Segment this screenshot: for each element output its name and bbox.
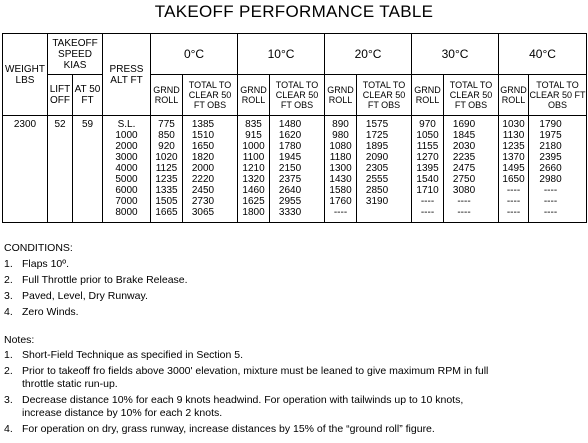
table-cell-value: 1100 (242, 152, 265, 163)
table-cell-value: ---- (457, 207, 471, 218)
table-cell-value: 1975 (539, 130, 562, 141)
table-cell-value: 2955 (278, 196, 302, 207)
table-cell-value: 1480 (278, 119, 302, 130)
table-cell-value: 1130 (502, 130, 525, 141)
table-cell-value: 920 (158, 141, 175, 152)
header-total-clear: TOTAL TO CLEAR 50 FT OBS (529, 75, 587, 116)
table-cell-value: 1625 (242, 196, 265, 207)
table-cell-value: 1650 (502, 174, 525, 185)
table-row (3, 116, 587, 223)
table-cell-value: 1020 (155, 152, 178, 163)
cell-20c-grnd-roll (325, 116, 357, 223)
cell-20c-total (357, 116, 412, 223)
table-cell-value: 1180 (329, 152, 352, 163)
table-cell-value: 2030 (452, 141, 476, 152)
table-cell-value: 2660 (539, 163, 562, 174)
table-cell-value: 2640 (278, 185, 302, 196)
table-cell-value: ---- (543, 207, 558, 218)
table-cell-value: 835 (245, 119, 262, 130)
header-grnd-roll: GRND ROLL (238, 75, 270, 116)
table-cell-value: 1760 (329, 196, 352, 207)
cell-lift-off: 52 (48, 116, 73, 223)
table-cell-value: 2750 (452, 174, 476, 185)
table-cell-value: 1510 (191, 130, 215, 141)
list-item: 2. Full Throttle prior to Brake Release. (4, 274, 188, 286)
table-cell-value: 1575 (365, 119, 389, 130)
table-cell-value: S.L. (117, 119, 136, 130)
cell-at-50ft: 59 (73, 116, 103, 223)
table-cell-value: 1080 (329, 141, 352, 152)
table-cell-value: 2235 (452, 152, 476, 163)
table-cell-value: 6000 (115, 185, 138, 196)
table-cell-value: 2000 (115, 141, 138, 152)
notes-section (4, 332, 504, 439)
table-cell-value: 1945 (278, 152, 302, 163)
table-cell-value: 1710 (416, 185, 439, 196)
table-cell-value: 1000 (115, 130, 138, 141)
table-cell-value: 1050 (416, 130, 439, 141)
table-cell-value: 2150 (278, 163, 302, 174)
cell-press-alt (103, 116, 151, 223)
table-cell-value: 1620 (278, 130, 302, 141)
table-cell-value: 2980 (539, 174, 562, 185)
cell-0c-total (183, 116, 238, 223)
header-total-clear: TOTAL TO CLEAR 50 FT OBS (444, 75, 499, 116)
notes-list (4, 349, 504, 436)
header-grnd-roll: GRND ROLL (499, 75, 529, 116)
header-at-50ft: AT 50 FT (73, 75, 103, 116)
table-cell-value: 2450 (191, 185, 215, 196)
table-cell-value: 1370 (502, 152, 525, 163)
table-cell-value: 1495 (502, 163, 525, 174)
conditions-section (4, 240, 188, 320)
cell-40c-total (529, 116, 587, 223)
cell-30c-grnd-roll (412, 116, 444, 223)
table-cell-value: 1385 (191, 119, 215, 130)
list-item: 2. Prior to takeoff fro fields above 3000' elevation, mixture must be leaned to give maximum RPM in full throttle static run-up. (4, 365, 489, 390)
cell-10c-grnd-roll (238, 116, 270, 223)
table-cell-value: 1895 (365, 141, 389, 152)
table-cell-value: ---- (543, 196, 558, 207)
header-lift-off: LIFT OFF (48, 75, 73, 116)
table-cell-value: ---- (506, 196, 521, 207)
table-cell-value: 2850 (365, 185, 389, 196)
table-cell-value: 1235 (502, 141, 525, 152)
table-cell-value: 2305 (365, 163, 389, 174)
table-cell-value: 1270 (416, 152, 439, 163)
table-cell-value: 4000 (115, 163, 138, 174)
list-item: 1. Short-Field Technique as specified in Section 5. (4, 349, 244, 361)
table-cell-value: 1650 (191, 141, 215, 152)
table-cell-value: 915 (245, 130, 262, 141)
table-cell-value: 3000 (115, 152, 138, 163)
table-cell-value: 1395 (416, 163, 439, 174)
list-item: 3. Paved, Level, Dry Runway. (4, 290, 148, 302)
table-cell-value: 1800 (242, 207, 265, 218)
table-cell-value: 1235 (155, 174, 178, 185)
table-cell-value: 1210 (242, 163, 265, 174)
header-temp-20: 20°C (325, 34, 412, 75)
table-cell-value: 2090 (365, 152, 389, 163)
table-cell-value: 1320 (242, 174, 265, 185)
table-cell-value: 1790 (539, 119, 562, 130)
table-cell-value: 1300 (329, 163, 352, 174)
table-title: TAKEOFF PERFORMANCE TABLE (154, 2, 434, 21)
table-cell-value: ---- (506, 207, 521, 218)
table-cell-value: 1155 (416, 141, 439, 152)
table-cell-value: 1505 (155, 196, 178, 207)
table-cell-value: ---- (543, 185, 558, 196)
list-item: 4. For operation on dry, grass runway, increase distances by 15% of the “ground roll” figure. (4, 423, 435, 435)
cell-weight: 2300 (3, 116, 48, 223)
header-temp-40: 40°C (499, 34, 587, 75)
table-cell-value: 2375 (278, 174, 302, 185)
table-cell-value: 970 (419, 119, 436, 130)
cell-30c-total (444, 116, 499, 223)
table-cell-value: 1690 (452, 119, 476, 130)
header-grnd-roll: GRND ROLL (325, 75, 357, 116)
notes-heading: Notes: (4, 334, 35, 346)
table-cell-value: 1125 (155, 163, 178, 174)
cell-0c-grnd-roll (151, 116, 183, 223)
list-item: 3. Decrease distance 10% for each 9 knots headwind. For operation with tailwinds up to 10 knots, increase distance by 10% for each 2 knots. (4, 394, 464, 419)
header-temp-0: 0°C (151, 34, 238, 75)
table-cell-value: 1460 (242, 185, 265, 196)
table-cell-value: 1845 (452, 130, 476, 141)
header-temp-10: 10°C (238, 34, 325, 75)
table-cell-value: 7000 (115, 196, 138, 207)
table-cell-value: 1335 (155, 185, 178, 196)
takeoff-performance-table (2, 33, 587, 223)
table-cell-value (357, 207, 397, 218)
header-grnd-roll: GRND ROLL (151, 75, 183, 116)
table-cell-value: 1430 (329, 174, 352, 185)
table-cell-value: 775 (158, 119, 175, 130)
table-cell-value: 3330 (278, 207, 302, 218)
table-cell-value: ---- (457, 196, 471, 207)
header-total-clear: TOTAL TO CLEAR 50 FT OBS (357, 75, 412, 116)
conditions-list (4, 256, 188, 320)
cell-40c-grnd-roll (499, 116, 529, 223)
table-cell-value: 1030 (502, 119, 525, 130)
table-cell-value: 1000 (242, 141, 265, 152)
table-cell-value: ---- (420, 196, 435, 207)
table-cell-value: 890 (332, 119, 349, 130)
table-cell-value: 2180 (539, 141, 562, 152)
header-press-alt: PRESS ALT FT (103, 34, 151, 116)
header-total-clear: TOTAL TO CLEAR 50 FT OBS (183, 75, 238, 116)
cell-10c-total (270, 116, 325, 223)
table-cell-value: 3190 (365, 196, 389, 207)
table-cell-value: 2220 (191, 174, 215, 185)
table-cell-value: 1665 (155, 207, 178, 218)
list-item: 4. Zero Winds. (4, 306, 79, 318)
table-cell-value: 2730 (191, 196, 215, 207)
header-takeoff-speed: TAKEOFF SPEED KIAS (48, 34, 103, 75)
table-cell-value: 2000 (191, 163, 215, 174)
table-cell-value: 1780 (278, 141, 302, 152)
list-item: 1. Flaps 10º. (4, 258, 70, 270)
header-grnd-roll: GRND ROLL (412, 75, 444, 116)
header-temp-30: 30°C (412, 34, 499, 75)
table-cell-value: ---- (333, 207, 348, 218)
table-cell-value: 2395 (539, 152, 562, 163)
conditions-heading: CONDITIONS: (4, 242, 73, 254)
table-cell-value: 3080 (452, 185, 476, 196)
table-cell-value: 980 (332, 130, 349, 141)
table-cell-value: 5000 (115, 174, 138, 185)
table-cell-value: 2555 (365, 174, 389, 185)
table-cell-value: ---- (420, 207, 435, 218)
header-weight: WEIGHT LBS (3, 34, 48, 116)
table-cell-value: ---- (506, 185, 521, 196)
table-cell-value: 1540 (416, 174, 439, 185)
table-cell-value: 2475 (452, 163, 476, 174)
table-cell-value: 3065 (191, 207, 215, 218)
table-cell-value: 1580 (329, 185, 352, 196)
table-cell-value: 1820 (191, 152, 215, 163)
table-cell-value: 850 (158, 130, 175, 141)
header-total-clear: TOTAL TO CLEAR 50 FT OBS (270, 75, 325, 116)
table-cell-value: 1725 (365, 130, 389, 141)
table-cell-value: 8000 (115, 207, 138, 218)
